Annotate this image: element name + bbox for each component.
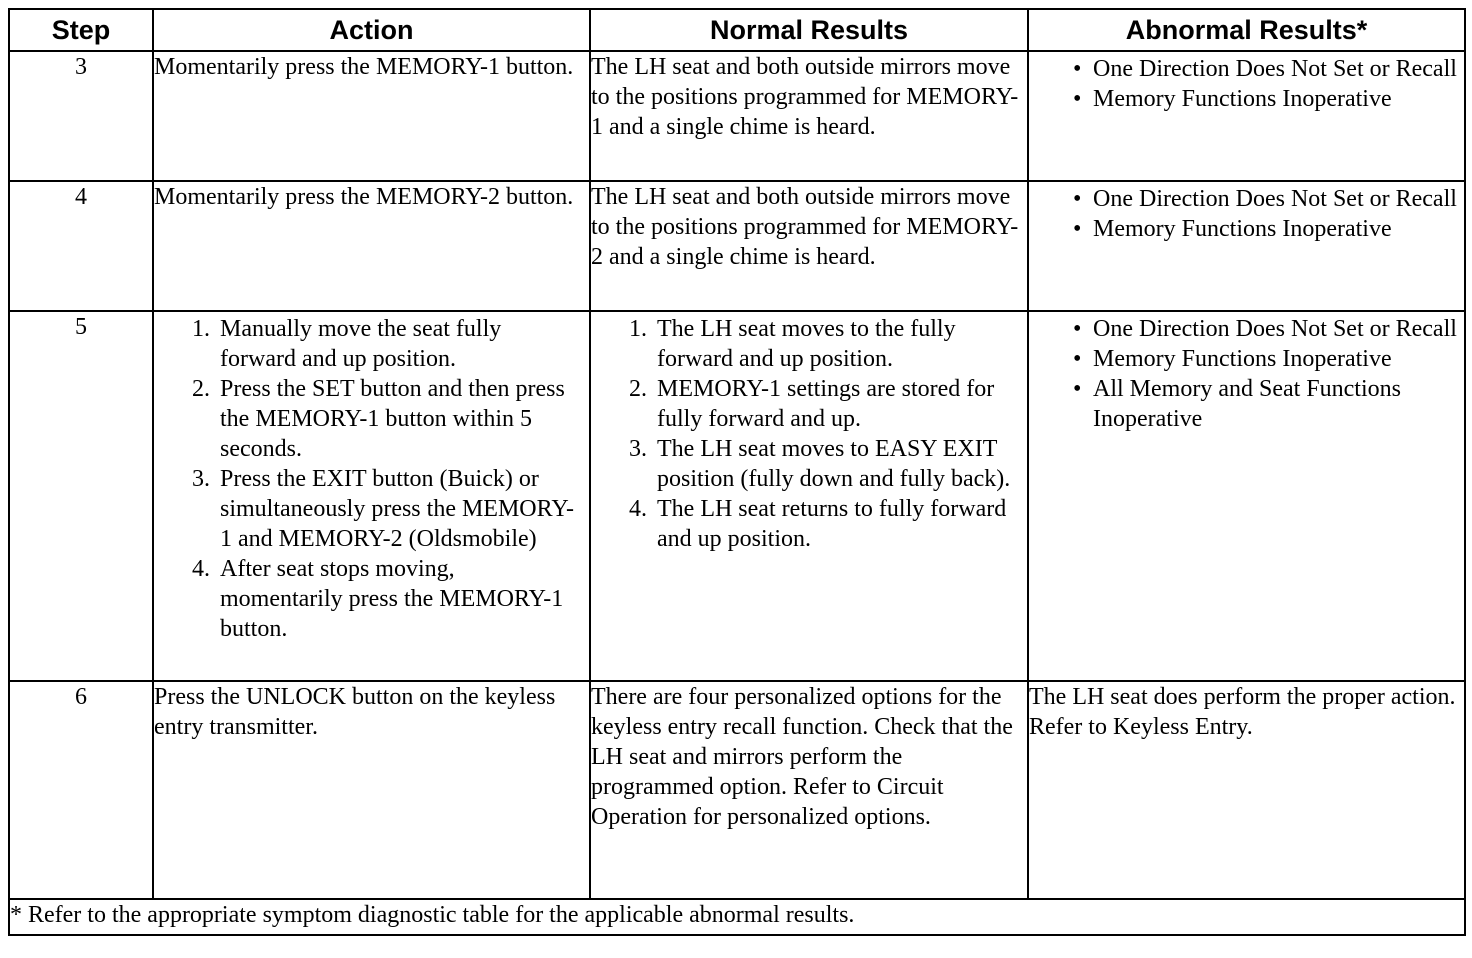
bullet-icon: • bbox=[1073, 186, 1082, 212]
list-item bbox=[1069, 214, 1458, 244]
normal-results-cell bbox=[590, 311, 1028, 681]
list-item: 1. Manually move the seat fully forward and up position. bbox=[216, 314, 583, 374]
action-cell bbox=[153, 311, 590, 681]
list-item bbox=[1069, 84, 1458, 114]
bullet-icon: • bbox=[1073, 346, 1082, 372]
diagnostic-table bbox=[8, 8, 1466, 936]
normal-results-list bbox=[591, 312, 1027, 556]
footnote: * Refer to the appropriate symptom diagnostic table for the applicable abnormal results. bbox=[9, 899, 1465, 935]
list-item bbox=[1069, 54, 1458, 84]
abnormal-results-cell bbox=[1028, 51, 1465, 181]
abnormal-results-cell bbox=[1028, 181, 1465, 311]
abnormal-results-text: The LH seat does perform the proper action. Refer to Keyless Entry. bbox=[1028, 681, 1465, 899]
list-item-text: One Direction Does Not Set or Recall bbox=[1093, 316, 1457, 342]
normal-results-text: The LH seat and both outside mirrors move to the positions programmed for MEMORY-2 and a single chime is heard. bbox=[590, 181, 1028, 311]
step-number: 6 bbox=[9, 681, 153, 899]
abnormal-results-list bbox=[1029, 312, 1464, 436]
list-item-text: One Direction Does Not Set or Recall bbox=[1093, 56, 1457, 82]
header-action: Action bbox=[153, 9, 590, 51]
bullet-icon: • bbox=[1073, 316, 1082, 342]
action-text: Momentarily press the MEMORY-1 button. bbox=[153, 51, 590, 181]
list-item bbox=[1069, 184, 1458, 214]
action-text: Momentarily press the MEMORY-2 button. bbox=[153, 181, 590, 311]
list-item-text: All Memory and Seat Functions Inoperative bbox=[1093, 376, 1401, 432]
step-number: 4 bbox=[9, 181, 153, 311]
table-row-step-3 bbox=[9, 51, 1465, 181]
list-item: 2. Press the SET button and then press the MEMORY-1 button within 5 seconds. bbox=[216, 374, 583, 464]
action-steps-list bbox=[154, 312, 589, 646]
list-item: 4. The LH seat returns to fully forward and up position. bbox=[653, 494, 1021, 554]
bullet-icon: • bbox=[1073, 376, 1082, 402]
list-item-text: Memory Functions Inoperative bbox=[1093, 346, 1392, 372]
abnormal-results-list bbox=[1029, 182, 1464, 246]
list-item-text: Memory Functions Inoperative bbox=[1093, 216, 1392, 242]
abnormal-results-cell bbox=[1028, 311, 1465, 681]
list-item: 2. MEMORY-1 settings are stored for fully forward and up. bbox=[653, 374, 1021, 434]
bullet-icon: • bbox=[1073, 86, 1082, 112]
list-item: 4. After seat stops moving, momentarily press the MEMORY-1 button. bbox=[216, 554, 583, 644]
normal-results-text: The LH seat and both outside mirrors move to the positions programmed for MEMORY-1 and a single chime is heard. bbox=[590, 51, 1028, 181]
list-item-text: One Direction Does Not Set or Recall bbox=[1093, 186, 1457, 212]
abnormal-results-list bbox=[1029, 52, 1464, 116]
step-number: 3 bbox=[9, 51, 153, 181]
table-row-step-5 bbox=[9, 311, 1465, 681]
list-item bbox=[1069, 344, 1458, 374]
header-step: Step bbox=[9, 9, 153, 51]
footnote-row bbox=[9, 899, 1465, 935]
list-item-text: Memory Functions Inoperative bbox=[1093, 86, 1392, 112]
list-item bbox=[1069, 374, 1458, 434]
step-number: 5 bbox=[9, 311, 153, 681]
normal-results-text: There are four personalized options for the keyless entry recall function. Check that the LH seat and mirrors perform the programmed option. Refer to Circuit Operation for personalized options. bbox=[590, 681, 1028, 899]
list-item: 3. Press the EXIT button (Buick) or simultaneously press the MEMORY-1 and MEMORY-2 (Oldsmobile) bbox=[216, 464, 583, 554]
list-item bbox=[1069, 314, 1458, 344]
list-item: 3. The LH seat moves to EASY EXIT position (fully down and fully back). bbox=[653, 434, 1021, 494]
list-item: 1. The LH seat moves to the fully forward and up position. bbox=[653, 314, 1021, 374]
header-normal-results: Normal Results bbox=[590, 9, 1028, 51]
table-row-step-4 bbox=[9, 181, 1465, 311]
table-row-step-6 bbox=[9, 681, 1465, 899]
header-row bbox=[9, 9, 1465, 51]
header-abnormal-results: Abnormal Results* bbox=[1028, 9, 1465, 51]
bullet-icon: • bbox=[1073, 56, 1082, 82]
bullet-icon: • bbox=[1073, 216, 1082, 242]
action-text: Press the UNLOCK button on the keyless entry transmitter. bbox=[153, 681, 590, 899]
